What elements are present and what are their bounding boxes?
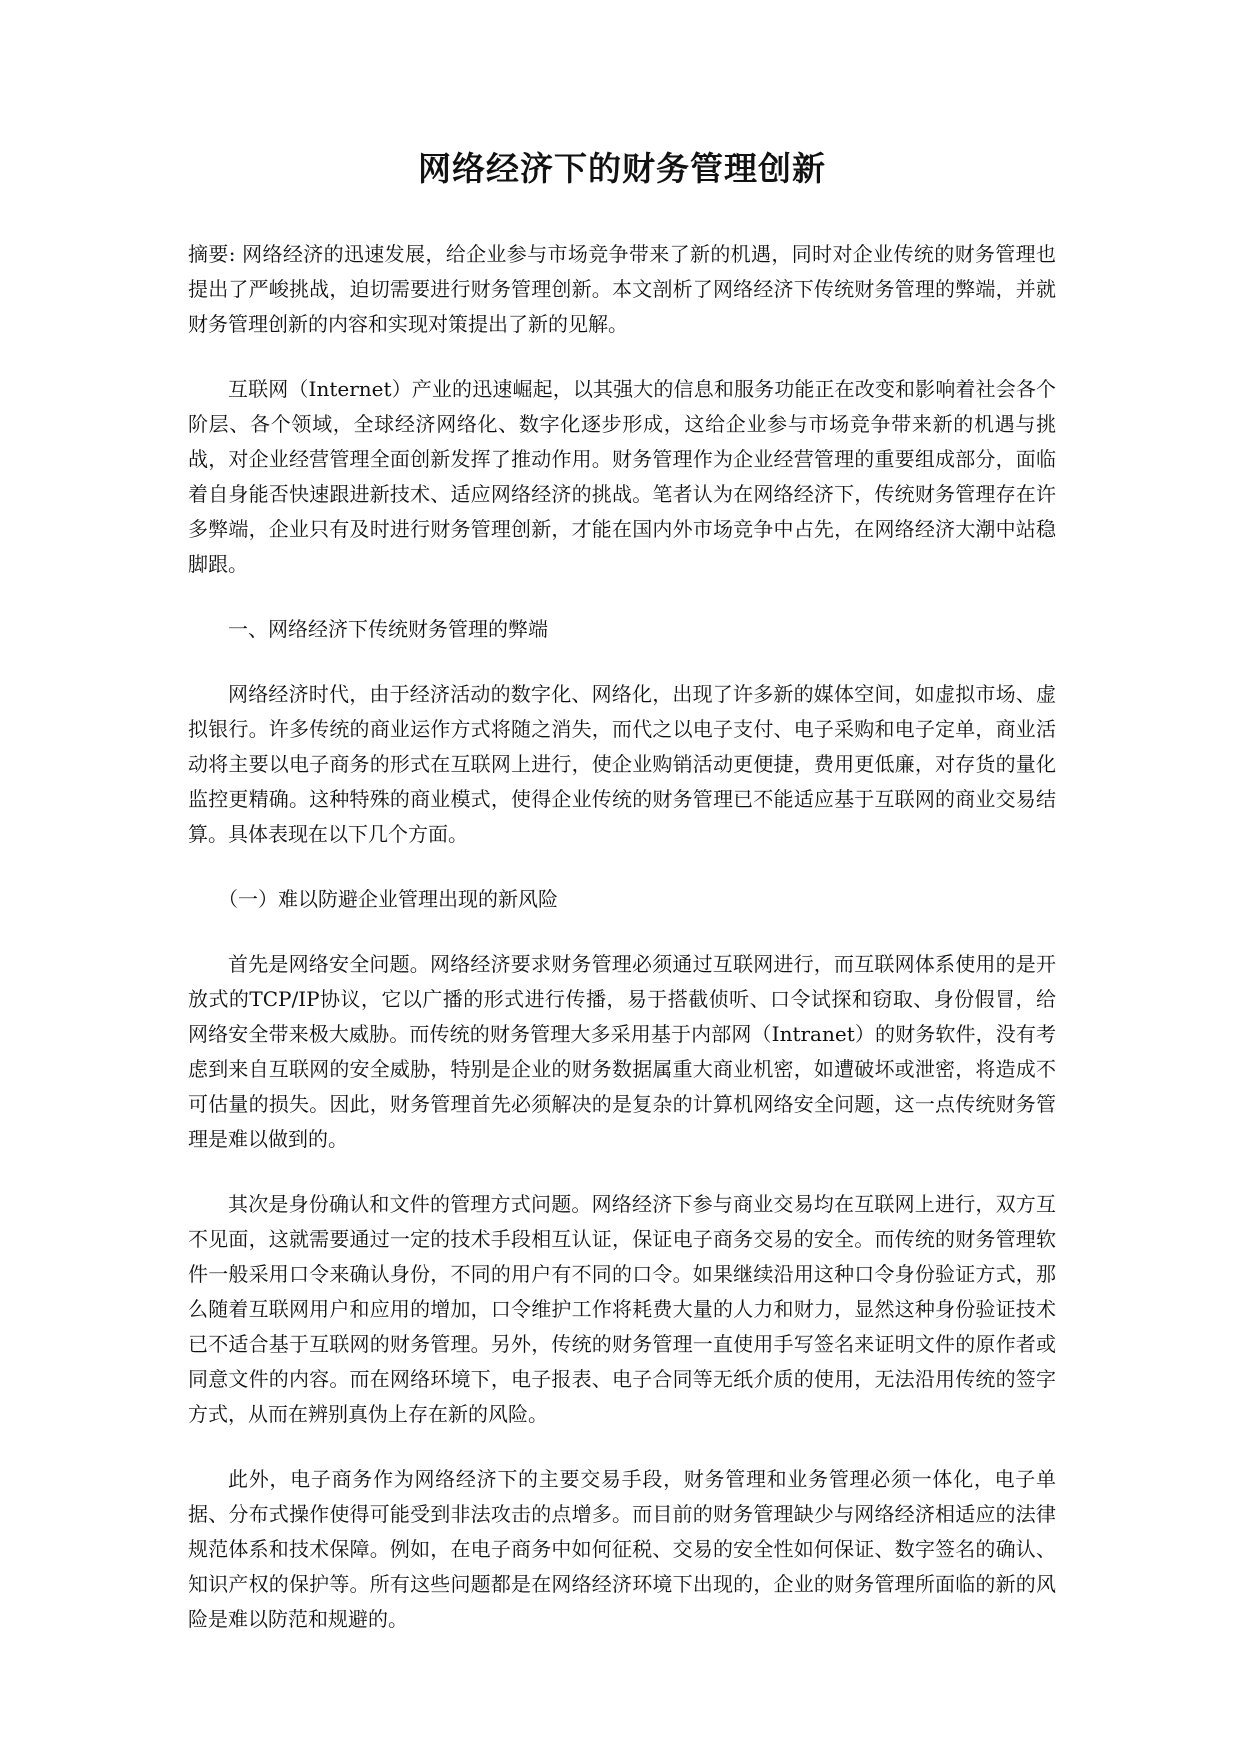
document-title: 网络经济下的财务管理创新 (418, 149, 826, 188)
section1-paragraph: 网络经济时代，由于经济活动的数字化、网络化，出现了许多新的媒体空间，如虚拟市场、虚拟银行。许多传统的商业运作方式将随之消失，而代之以电子支付、电子采购和电子定单，商业活动将主要以电子商务的形式在互联网上进行，使企业购销活动更便捷，费用更低廉，对存货的量化监控更精确。这种特殊的商业模式，使得企业传统的财务管理已不能适应基于互联网的商业交易结算。具体表现在以下几个方面。 (188, 681, 1056, 846)
section-heading-1: 一、网络经济下传统财务管理的弊端 (228, 616, 548, 641)
abstract (188, 237, 1056, 342)
identity-paragraph: 其次是身份确认和文件的管理方式问题。网络经济下参与商业交易均在互联网上进行，双方互不见面，这就需要通过一定的技术手段相互认证，保证电子商务交易的安全。而传统的财务管理软件一般采用口令来确认身份，不同的用户有不同的口令。如果继续沿用这种口令身份验证方式，那么随着互联网用户和应用的增加，口令维护工作将耗费大量的人力和财力，显然这种身份验证技术已不适合基于互联网的财务管理。另外，传统的财务管理一直使用手写签名来证明文件的原作者或同意文件的内容。而在网络环境下，电子报表、电子合同等无纸介质的使用，无法沿用传统的签字方式，从而在辨别真伪上存在新的风险。 (188, 1191, 1056, 1426)
abstract-label: 摘要: (188, 241, 236, 266)
security-paragraph: 首先是网络安全问题。网络经济要求财务管理必须通过互联网进行，而互联网体系使用的是开放式的TCP/IP协议，它以广播的形式进行传播，易于搭截侦听、口令试探和窃取、身份假冒，给网络安全带来极大威胁。而传统的财务管理大多采用基于内部网（Intranet）的财务软件，没有考虑到来自互联网的安全威胁，特别是企业的财务数据属重大商业机密，如遭破坏或泄密，将造成不可估量的损失。因此，财务管理首先必须解决的是复杂的计算机网络安全问题，这一点传统财务管理是难以做到的。 (188, 951, 1056, 1151)
document-page (188, 148, 1056, 1667)
intro-paragraph: 互联网（Internet）产业的迅速崛起，以其强大的信息和服务功能正在改变和影响着社会各个阶层、各个领域，全球经济网络化、数字化逐步形成，这给企业参与市场竞争带来新的机遇与挑战，对企业经营管理全面创新发挥了推动作用。财务管理作为企业经营管理的重要组成部分，面临着自身能否快速跟进新技术、适应网络经济的挑战。笔者认为在网络经济下，传统财务管理存在许多弊端，企业只有及时进行财务管理创新，才能在国内外市场竞争中占先，在网络经济大潮中站稳脚跟。 (188, 376, 1056, 576)
subsection-heading-1: （一）难以防避企业管理出现的新风险 (218, 886, 558, 911)
ecommerce-paragraph: 此外，电子商务作为网络经济下的主要交易手段，财务管理和业务管理必须一体化，电子单据、分布式操作使得可能受到非法攻击的点增多。而目前的财务管理缺少与网络经济相适应的法律规范体系和技术保障。例如，在电子商务中如何征税、交易的安全性如何保证、数字签名的确认、知识产权的保护等。所有这些问题都是在网络经济环境下出现的，企业的财务管理所面临的新的风险是难以防范和规避的。 (188, 1466, 1056, 1631)
abstract-text: 网络经济的迅速发展，给企业参与市场竞争带来了新的机遇，同时对企业传统的财务管理也提出了严峻挑战，迫切需要进行财务管理创新。本文剖析了网络经济下传统财务管理的弊端，并就财务管理创新的内容和实现对策提出了新的见解。 (188, 241, 1056, 336)
